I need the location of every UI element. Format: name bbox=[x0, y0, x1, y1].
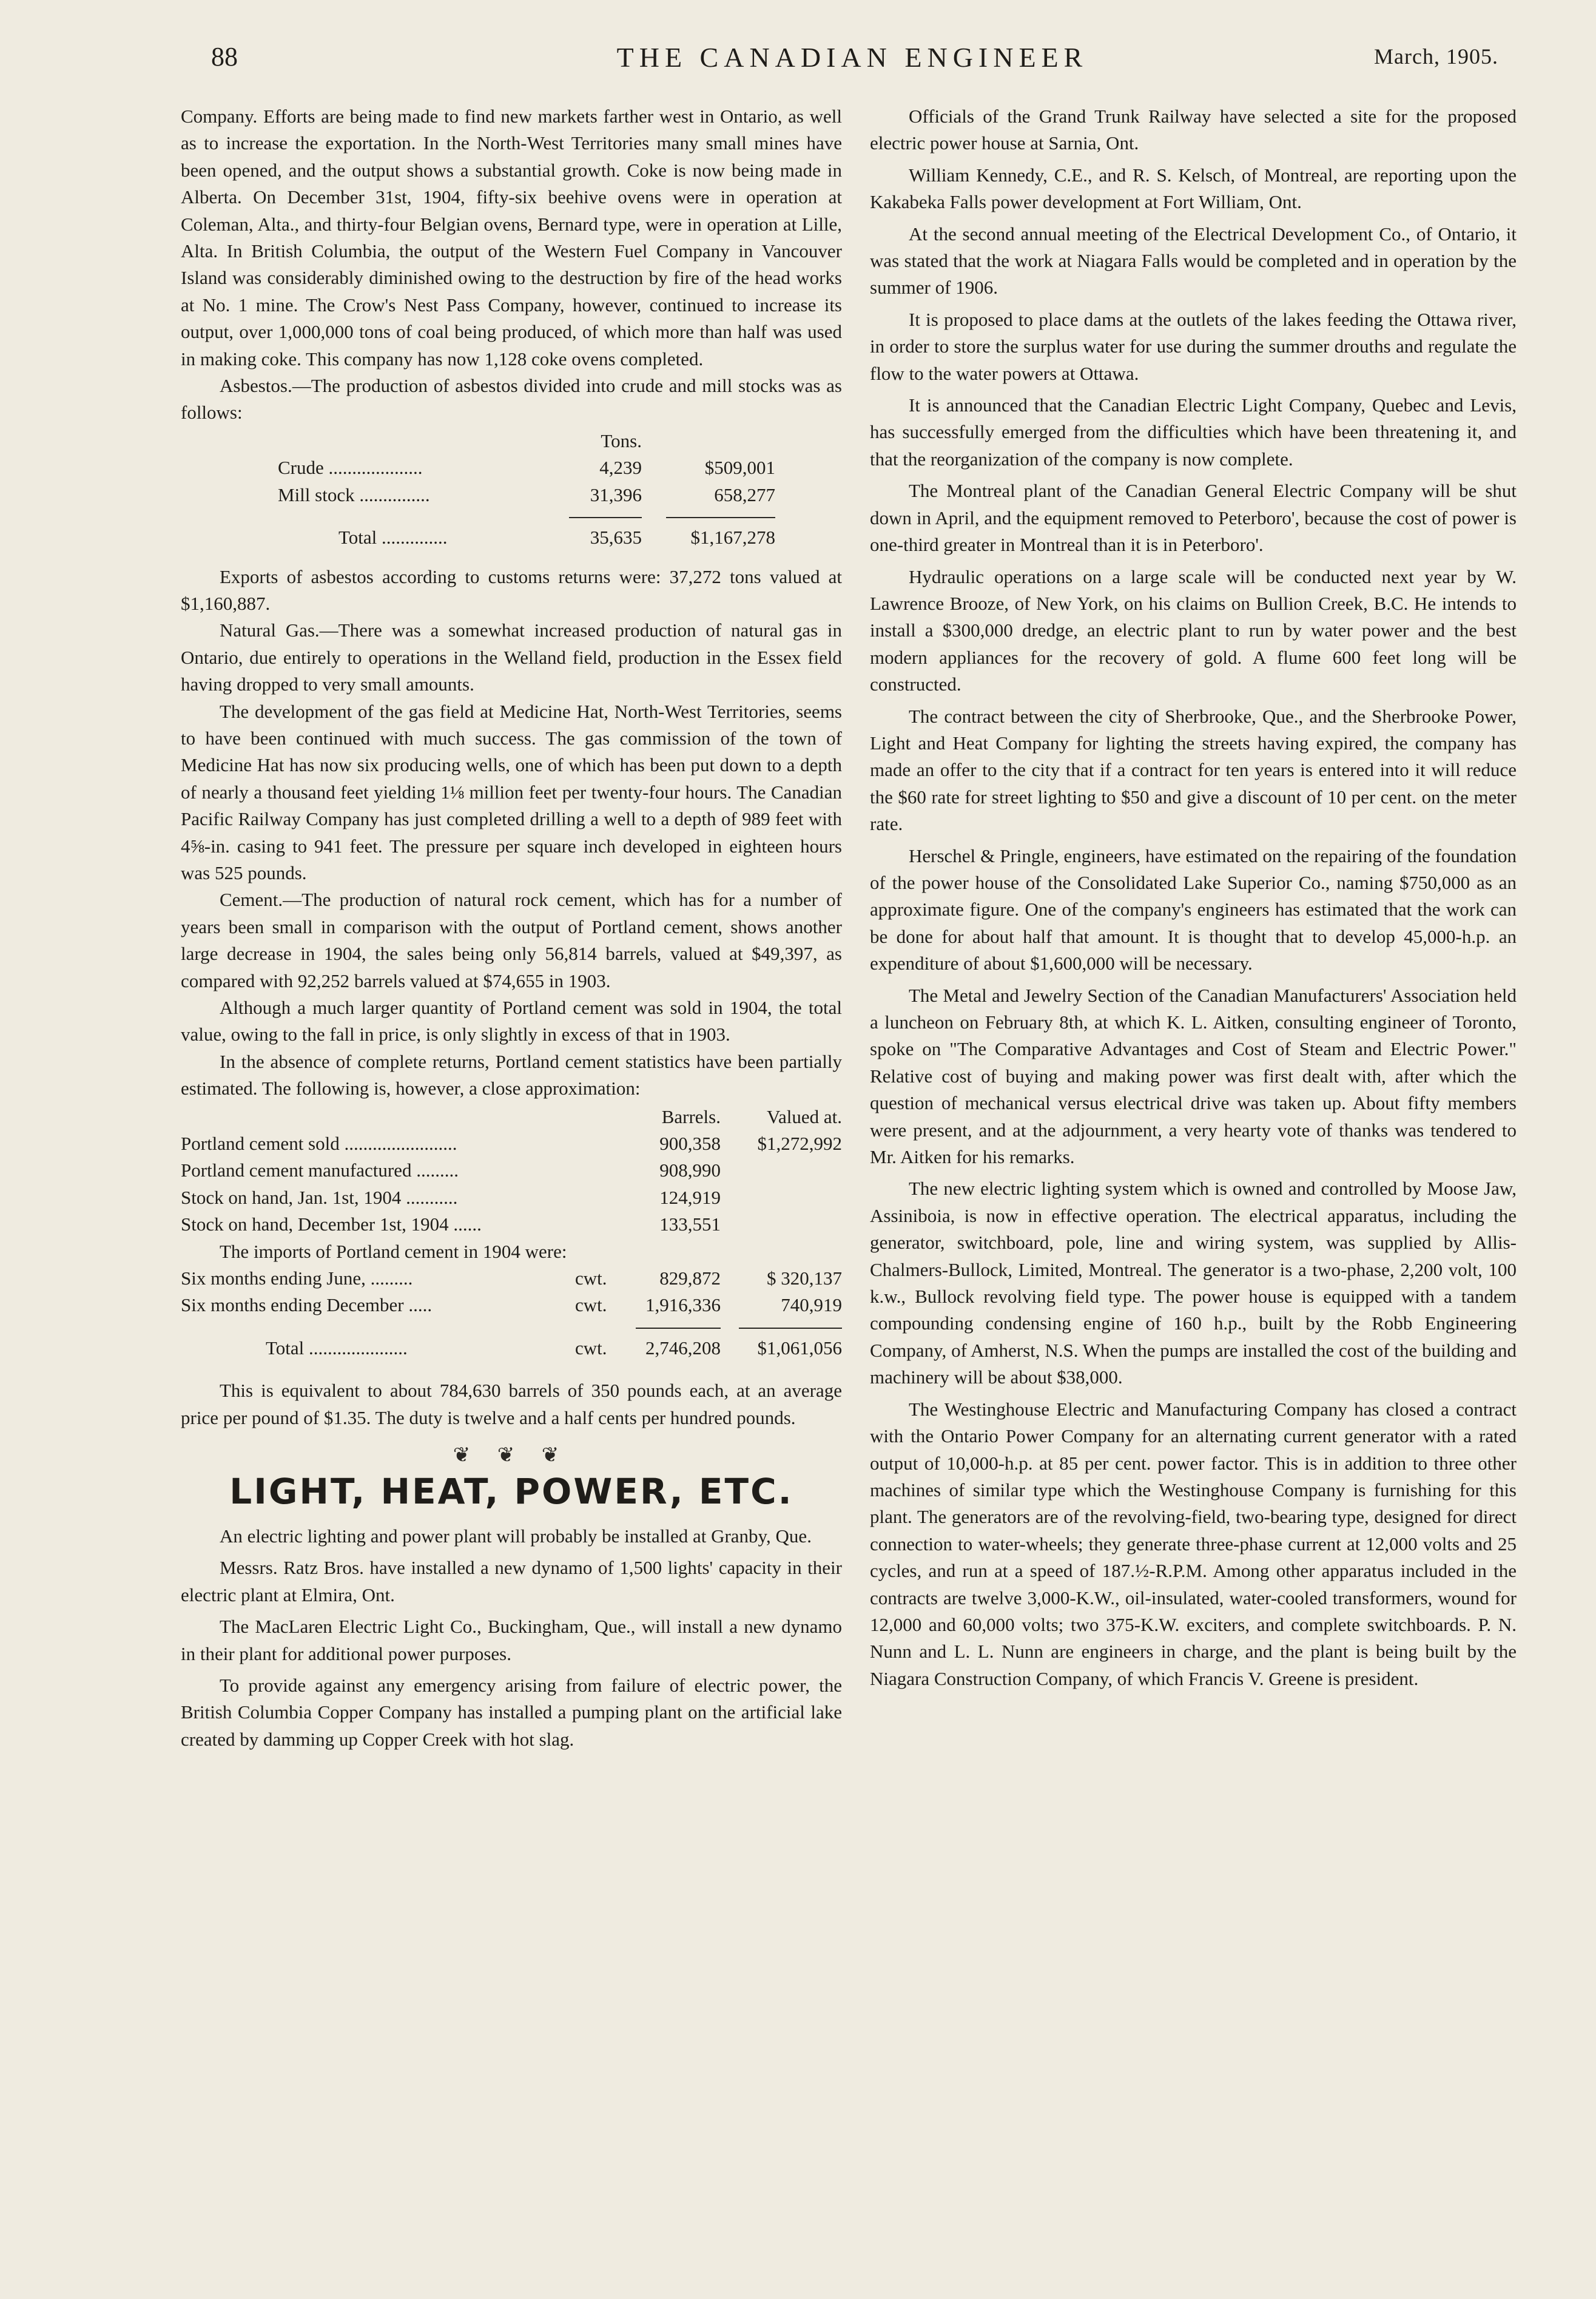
paragraph: Cement.—The production of natural rock cement, which has for a number of years been small in comparison with the output of Portland cement, shows another large decrease in 1904, the sales being only 56,814 barrels, valued at $49,397, as compared with 92,252 barrels valued at $74,655 in 1903. bbox=[181, 889, 842, 991]
fleuron-ornament-icon: ❦ ❦ ❦ bbox=[453, 1444, 570, 1467]
paragraph: The Metal and Jewelry Section of the Canadian Manufacturers' Association held a luncheon on February 8th, at which K. L. Aitken, consulting engineer of Toronto, spoke on "The Comparative Advantages and Cost of Steam and Electric Power." Relative cost of buying and making power was first dealt with, after which the question of mechanical versus electrical drive was taken up. About fifty members were present, and at the adjournment, a very hearty vote of thanks was tendered to Mr. Aitken for his remarks. bbox=[870, 984, 1517, 1168]
paragraph: This is equivalent to about 784,630 barrels of 350 pounds each, at an average price per pound of $1.35. The duty is twelve and a half cents per hundred pounds. bbox=[181, 1380, 842, 1428]
tons-cell: 31,396 bbox=[590, 484, 642, 505]
value-cell: $509,001 bbox=[704, 457, 775, 479]
row-label: Portland cement sold bbox=[181, 1133, 340, 1155]
barrels-cell: 133,551 bbox=[659, 1214, 721, 1235]
value-cell bbox=[721, 1211, 842, 1238]
unit-cell: cwt. bbox=[575, 1268, 607, 1289]
column-header: Barrels. bbox=[661, 1106, 721, 1127]
paragraph: In the absence of complete returns, Portland cement statistics have been partially estimated. The following is, however, a close approximation: bbox=[181, 1050, 842, 1099]
table-row: Stock on hand, Jan. 1st, 1904 ........... 124,919 bbox=[181, 1184, 842, 1211]
row-label: Mill stock bbox=[278, 484, 355, 505]
paragraph: Messrs. Ratz Bros. have installed a new dynamo of 1,500 lights' capacity in their electric plant at Elmira, Ont. bbox=[181, 1557, 842, 1605]
row-label: Total bbox=[338, 527, 377, 549]
page-number: 88 bbox=[211, 42, 238, 72]
value-cell: $1,272,992 bbox=[757, 1133, 842, 1155]
paragraph: Officials of the Grand Trunk Railway have selected a site for the proposed electric power house at Sarnia, Ont. bbox=[870, 106, 1517, 154]
divider bbox=[636, 1328, 721, 1329]
paragraph: The Westinghouse Electric and Manufacturing Company has closed a contract with the Ontario Power Company for an alternating current generator with a rated output of 10,000-h.p. at 85 per cent. power factor. This is in addition to three other machines of similar type which the Westinghouse Company is furnishing for this plant. The generators are of the revolving-field, two-bearing type, designed for direct connection to water-wheels; they generate three-phase current at 12,000 volts and 25 cycles, and run at a speed of 187.½-R.P.M. Among other apparatus included in the contracts are twelve 3,000-K.W., oil-insulated, water-cooled transformers, wound for 12,000 and 60,000 volts; two 375-K.W. exciters, and complete switchboards. P. N. Nunn and L. L. Nunn are engineers in charge, and the plant is being built by the Niagara Construction Company, of which Francis V. Greene is president. bbox=[870, 1398, 1517, 1689]
table-row: Mill stock ............... 31,396 658,277 bbox=[278, 482, 775, 508]
issue-date: March, 1905. bbox=[1374, 44, 1498, 69]
unit-cell: cwt. bbox=[575, 1337, 607, 1359]
row-label: Six months ending June, bbox=[181, 1268, 366, 1289]
paragraph: It is proposed to place dams at the outlets of the lakes feeding the Ottawa river, in order to store the surplus water for use during the summer drouths and regulate the flow to the water powers at Ottawa. bbox=[870, 308, 1517, 384]
paragraph: Natural Gas.—There was a somewhat increased production of natural gas in Ontario, due entirely to operations in the Welland field, production in the Essex field having dropped to very small amounts. bbox=[181, 619, 842, 695]
value-cell bbox=[721, 1184, 842, 1211]
section-title: LIGHT, HEAT, POWER, ETC. bbox=[229, 1470, 793, 1512]
row-label: Stock on hand, Jan. 1st, 1904 bbox=[181, 1186, 402, 1208]
paragraph: The MacLaren Electric Light Co., Buckingham, Que., will install a new dynamo in their plant for additional power purposes. bbox=[181, 1616, 842, 1664]
table-row: Six months ending December ..... cwt. 1,916,336 740,919 bbox=[181, 1292, 842, 1318]
column-header: Tons. bbox=[601, 430, 642, 451]
paragraph: Hydraulic operations on a large scale will be conducted next year by W. Lawrence Brooze, of New York, on his claims on Bullion Creek, B.C. He intends to install a $300,000 dredge, an electric plant to run by water power and the best modern appliances for the recovery of gold. A flume 600 feet long will be constructed. bbox=[870, 565, 1517, 695]
value-cell bbox=[721, 1157, 842, 1184]
divider bbox=[569, 517, 642, 518]
qty-cell: 2,746,208 bbox=[645, 1337, 721, 1359]
barrels-cell: 908,990 bbox=[659, 1160, 721, 1181]
table-row: Six months ending June, ......... cwt. 829,872 $ 320,137 bbox=[181, 1265, 842, 1292]
paragraph: William Kennedy, C.E., and R. S. Kelsch, of Montreal, are reporting upon the Kakabeka Falls power development at Fort William, Ont. bbox=[870, 164, 1517, 213]
qty-cell: 829,872 bbox=[659, 1268, 721, 1289]
page-header bbox=[206, 41, 1498, 78]
paragraph: The Montreal plant of the Canadian General Electric Company will be shut down in April, and the equipment removed to Peterboro', because the cost of power is one-third greater in Montreal than it is in Peterboro'. bbox=[870, 480, 1517, 556]
column-header: Valued at. bbox=[767, 1106, 842, 1127]
row-label: Total bbox=[266, 1337, 305, 1359]
row-label: Six months ending December bbox=[181, 1294, 404, 1316]
imports-table bbox=[181, 1265, 842, 1362]
total-row: Total ..................... cwt. 2,746,208 $1,061,056 bbox=[181, 1335, 842, 1362]
paragraph: The development of the gas field at Medicine Hat, North-West Territories, seems to have been continued with much success. The gas commission of the town of Medicine Hat has now six producing wells, one of which has been put down to a depth of nearly a thousand feet yielding 1⅛ million feet per twenty-four hours. The Canadian Pacific Railway Company has just completed drilling a well to a depth of 989 feet with 4⅝-in. casing to 941 feet. The pressure per square inch developed in eighteen hours was 525 pounds. bbox=[181, 700, 842, 883]
unit-cell: cwt. bbox=[575, 1294, 607, 1316]
paragraph: The new electric lighting system which is owned and controlled by Moose Jaw, Assiniboia, is now in effective operation. The electrical apparatus, including the generator, switchboard, pole, line and wiring system, was supplied by Allis-Chalmers-Bullock, Limited, Montreal. The generator is a two-phase, 2,200 volt, 100 k.w., Bullock revolving field type. The power house is equipped with a tandem compounding condensing engine of 160 h.p., built by the Robb Engineering Company, of Amherst, N.S. When the pumps are installed the cost of the building and machinery will be about $38,000. bbox=[870, 1178, 1517, 1388]
barrels-cell: 900,358 bbox=[659, 1133, 721, 1155]
table-row: Stock on hand, December 1st, 1904 ...... 133,551 bbox=[181, 1211, 842, 1238]
paragraph: The contract between the city of Sherbrooke, Que., and the Sherbrooke Power, Light and Heat Company for lighting the streets having expired, the company has made an offer to the city that if a contract for ten years is entered into it will reduce the $60 rate for street lighting to $50 and give a discount of 10 per cent. on the meter rate. bbox=[870, 705, 1517, 835]
tons-cell: 35,635 bbox=[590, 527, 642, 549]
value-cell: $1,061,056 bbox=[757, 1337, 842, 1359]
paragraph: To provide against any emergency arising from failure of electric power, the British Columbia Copper Company has installed a pumping plant on the artificial lake created by damming up Copper Creek with hot slag. bbox=[181, 1674, 842, 1750]
table-row: Crude .................... 4,239 $509,001 bbox=[278, 454, 775, 481]
asbestos-table bbox=[278, 428, 775, 552]
paragraph: Asbestos.—The production of asbestos divided into crude and mill stocks was as follows: bbox=[181, 375, 842, 424]
value-cell: 658,277 bbox=[714, 484, 775, 505]
barrels-cell: 124,919 bbox=[659, 1186, 721, 1208]
total-row: Total .............. 35,635 $1,167,278 bbox=[278, 524, 775, 551]
row-label: Portland cement manufactured bbox=[181, 1160, 412, 1181]
paragraph: Herschel & Pringle, engineers, have estimated on the repairing of the foundation of the power house of the Consolidated Lake Superior Co., naming $750,000 as an approximate figure. One of the company's engineers has estimated that the work can be done for about half that amount. It is thought that to develop 45,000-h.p. an expenditure of about $1,600,000 will be necessary. bbox=[870, 845, 1517, 974]
row-label: Crude bbox=[278, 457, 324, 479]
paragraph: The imports of Portland cement in 1904 were: bbox=[220, 1240, 567, 1262]
divider bbox=[666, 517, 775, 518]
paragraph: Company. Efforts are being made to find new markets farther west in Ontario, as well as to increase the exportation. In the North-West Territories many small mines have been opened, and the output shows a substantial growth. Coke is now being made in Alberta. On December 31st, 1904, fifty-six beehive ovens were in operation at Coleman, Alta., and thirty-four Belgian ovens, Bernard type, were in operation at Lille, Alta. In British Columbia, the output of the Western Fuel Company in Vancouver Island was considerably diminished owing to the destruction by fire of the head works at No. 1 mine. The Crow's Nest Pass Company, however, continued to increase its output, over 1,000,000 tons of coal being produced, of which more than half was used in making coke. This company has now 1,128 coke ovens completed. bbox=[181, 106, 842, 370]
paragraph: Exports of asbestos according to customs returns were: 37,272 tons valued at $1,160,887. bbox=[181, 565, 842, 614]
paragraph: At the second annual meeting of the Electrical Development Co., of Ontario, it was stated that the work at Niagara Falls would be completed and in operation by the summer of 1906. bbox=[870, 223, 1517, 299]
journal-title: THE CANADIAN ENGINEER bbox=[616, 42, 1088, 73]
divider bbox=[739, 1328, 842, 1329]
cement-table bbox=[181, 1104, 842, 1238]
paragraph: It is announced that the Canadian Electric Light Company, Quebec and Levis, has successfully emerged from the difficulties which have been threatening it, and that the reorganization of the company is now complete. bbox=[870, 394, 1517, 470]
row-label: Stock on hand, December 1st, 1904 bbox=[181, 1214, 449, 1235]
value-cell: $ 320,137 bbox=[767, 1268, 842, 1289]
paragraph: An electric lighting and power plant will probably be installed at Granby, Que. bbox=[220, 1525, 812, 1547]
value-cell: 740,919 bbox=[781, 1294, 842, 1316]
paragraph: Although a much larger quantity of Portland cement was sold in 1904, the total value, owing to the fall in price, is only slightly in excess of that in 1903. bbox=[181, 997, 842, 1045]
tons-cell: 4,239 bbox=[599, 457, 642, 479]
left-column bbox=[181, 103, 842, 1753]
value-cell: $1,167,278 bbox=[690, 527, 775, 549]
right-column bbox=[870, 103, 1517, 1697]
qty-cell: 1,916,336 bbox=[645, 1294, 721, 1316]
table-row: Portland cement manufactured ......... 908,990 bbox=[181, 1157, 842, 1184]
table-row: Portland cement sold ........................ 900,358 $1,272,992 bbox=[181, 1130, 842, 1157]
